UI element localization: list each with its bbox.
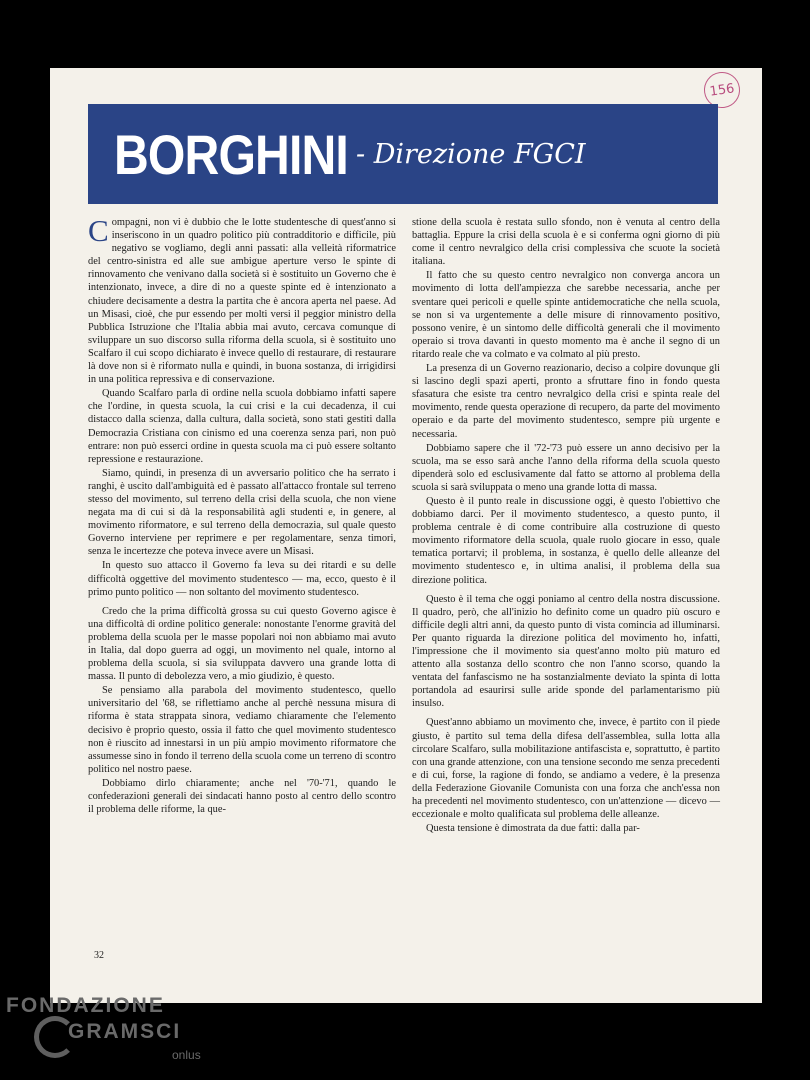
foundation-watermark — [6, 992, 306, 1072]
right-column — [412, 216, 720, 836]
speaker-name: BORGHINI — [114, 122, 348, 186]
article-body — [88, 213, 720, 836]
archive-number-stamp: 156 — [702, 70, 743, 111]
paragraph: La presenza di un Governo reazionario, deciso a colpire dovunque gli si lascino degli spazi aperti, pronto a sfruttare fino in fondo questa sfasatura che esiste tra centro nevralgico della crisi e spinta reale del movimento, rende questa operazione di recupero, da parte del movimento operaio e da parte del movimento studentesco, sempre più urgente e necessaria. — [412, 363, 720, 440]
page-number: 32 — [94, 950, 104, 961]
paragraph: Quando Scalfaro parla di ordine nella scuola dobbiamo infatti sapere che l'ordine, in questa scuola, la cui crisi e la cui decadenza, il cui distacco dalla scienza, dalla cultura, dalla società, sono stati gestiti dalla Democrazia Cristiana con cinismo ed una coerenza senza pari, non può entrare: non può esserci ordine in questa scuola ma ci può essere soltanto repressione e restaurazione. — [88, 388, 396, 465]
paragraph: Questo è il punto reale in discussione oggi, è questo l'obiettivo che dobbiamo darci. Per il movimento studentesco, a questo punto, il problema centrale è di come contribuire alla costruzione di questo movimento riformatore della scuola, quale ruolo giocare in esso, quale tematica portarvi; il problema, in sostanza, è quello delle alleanze del movimento studentesco e, in ultima analisi, il problema della sua direzione politica. — [412, 495, 720, 586]
magazine-page — [50, 68, 762, 1003]
paragraph: Siamo, quindi, in presenza di un avversario politico che ha serrato i ranghi, è uscito dall'ambiguità ed è passato all'attacco frontale sul terreno stesso del movimento, sul terreno della crisi della scuola, che non viene negata ma di cui si dà la responsabilità agli studenti e, in genere, al movimento riformatore, e sul terreno della democrazia, sul quale questo Governo interviene per reprimere e per regolamentare, senza timori, senza le incertezze che poteva invece avere un Misasi. — [88, 467, 396, 558]
paragraph: Compagni, non vi è dubbio che le lotte studentesche di quest'anno si inseriscono in un quadro politico più contradditorio e difficile, più negativo se vogliamo, degli anni passati: alla velleità riformatrice del centro-sinistra ed alle sue ambigue aperture verso le spinte di rinnovamento che venivano dalla società si è sostituito un Governo che è intenzionato, invece, a dire di no a queste spinte ed è intenzionato a chiudere decisamente a destra la partita che è ancora aperta nel paese. Ad un Misasi, cioè, che pur essendo per molti versi il peggior ministro della Pubblica Istruzione che l'Italia abbia mai avuto, cercava comunque di sviluppare un suo discorso sulla riforma della scuola, si è sostituito uno Scalfaro il cui scopo dichiarato è invece quello di restaurare, di restaurare là dove non si è riformato nulla e quindi, in buona sostanza, di irrigidirsi in una politica repressiva e di conservazione. — [88, 213, 396, 386]
paragraph: Il fatto che su questo centro nevralgico non converga ancora un movimento di lotta dell'ampiezza che sarebbe necessaria, anche per sventare quei pericoli e quelle spinte antidemocratiche che nella scuola, se non si va urgentemente a delle misure di rinnovamento positivo, possono venire, è un sintomo delle difficoltà generali che il movimento operaio si trova davanti in questo momento ma è anche il segno di un ritardo reale che va colmato e va colmato al più presto. — [412, 270, 720, 360]
paragraph: Se pensiamo alla parabola del movimento studentesco, quello universitario del '68, se riflettiamo anche al perchè nessuna misura di riforma è stata strappata sinora, vediamo chiaramente che l'elemento decisivo è proprio questo, ossia il fatto che quel movimento studentesco non è riuscito ad innestarsi in un più ampio movimento riformatore che assumesse sino in fondo il terreno della scuola come un terreno di scontro politico nel nostro paese. — [88, 685, 396, 775]
paragraph: In questo suo attacco il Governo fa leva su dei ritardi e su delle difficoltà oggettive del movimento studentesco — ma, ecco, questo è il primo punto politico — non soltanto del movimento studentesco. — [88, 560, 396, 598]
foundation-line2: GRAMSCI — [68, 1020, 182, 1043]
drop-cap: C — [88, 213, 109, 248]
paragraph: Questa tensione è dimostrata da due fatti: dalla par- — [426, 823, 640, 835]
title-banner — [88, 104, 718, 204]
speaker-role: - Direzione FGCI — [356, 138, 586, 170]
paragraph: Credo che la prima difficoltà grossa su cui questo Governo agisce è una difficoltà di ordine politico generale: nonostante l'enorme gravità del problema della scuola per le masse popolari noi non abbiamo mai avuto in Italia, dal dopo guerra ad oggi, un movimento nel quale, intorno al problema della scuola, si sia sviluppata davvero una grande lotta di massa. Il punto di debolezza vero, a mio giudizio, è questo. — [88, 605, 396, 683]
left-column — [88, 213, 396, 836]
paragraph: Quest'anno abbiamo un movimento che, invece, è partito con il piede giusto, è partito sul tema della difesa dell'assemblea, sulla lotta alla circolare Scalfaro, sulla mobilitazione antifascista e, soprattutto, è partito con una grande attenzione, con una tensione secondo me senza precedenti e di cui, forse, la ragione di fondo, se andiamo a vedere, è la presenza della Federazione Giovanile Comunista con una forza che anch'essa non ha precedenti nel movimento studentesco, con un'attenzione — dicevo — eccezionale e molto qualificata sul problema delle alleanze. — [412, 717, 720, 821]
paragraph: stione della scuola è restata sullo sfondo, non è venuta al centro della battaglia. Eppure la crisi della scuola è e si conferma ogni giorno di più come il centro nevralgico della crisi complessiva che scuote la società italiana. — [412, 217, 720, 268]
paragraph: Dobbiamo sapere che il '72-'73 può essere un anno decisivo per la scuola, ma se esso sarà anche l'anno della riforma della scuola questo dipenderà solo ed esclusivamente dal fatto se attorno al problema della scuola si sarà sviluppata o meno una grande lotta di massa. — [412, 442, 720, 493]
paragraph: Questo è il tema che oggi poniamo al centro della nostra discussione. Il quadro, però, che all'inizio ho definito come un quadro più oscuro e difficile degli altri anni, da questo punto di vista comincia ad illuminarsi. Per quanto riguarda la direzione politica del movimento ho, infatti, l'impressione che il movimento sia quest'anno molto più maturo ed attento alla sostanza dello scontro che non l'anno scorso, quando la ventata del fanfascismo ne ha sostanzialmente deviato la spinta di lotta portandola ad esaurirsi sulle aride sponde del parlamentarismo più insulso. — [412, 593, 720, 710]
paragraph: Dobbiamo dirlo chiaramente; anche nel '70-'71, quando le confederazioni generali dei sindacati hanno posto al centro dello scontro il problema delle riforme, la que- — [88, 777, 396, 816]
foundation-line1: FONDAZIONE — [6, 994, 165, 1017]
foundation-line3: onlus — [172, 1048, 201, 1062]
